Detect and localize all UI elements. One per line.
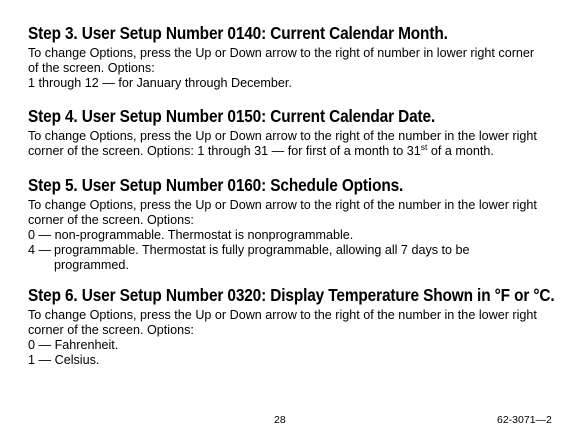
step-4-line-1: To change Options, press the Up or Down arrow to the right of the number in the lower right [28,129,537,143]
step-4-body [28,129,567,159]
step-5-option-0: 0 — non-programmable. Thermostat is nonprogrammable. [28,228,354,242]
step-6-section [28,285,567,368]
step-6-option-1: 1 — Celsius. [28,353,100,367]
step-6-body [28,308,567,368]
step-6-option-0: 0 — Fahrenheit. [28,338,119,352]
step-5-line-2: corner of the screen. Options: [28,213,194,227]
step-5-line-1: To change Options, press the Up or Down arrow to the right of the number in the lower right [28,198,537,212]
step-3-section [28,23,567,91]
step-3-heading: Step 3. User Setup Number 0140: Current Calendar Month. [28,23,448,43]
step-5-option-4-text-1: programmable. Thermostat is fully programmable, allowing all 7 days to be [54,243,470,257]
step-5-option-4-prefix: 4 — [28,243,52,257]
document-code: 62-3071—2 [497,414,552,426]
step-3-line-3: 1 through 12 — for January through December. [28,76,292,90]
step-4-line-2 [28,144,567,159]
step-3-line-1: To change Options, press the Up or Down arrow to the right of number in lower right corner [28,46,535,60]
step-5-body [28,198,567,273]
page-number: 28 [274,414,286,426]
step-5-option-4 [28,243,567,273]
step-3-body [28,46,567,91]
step-5-section [28,175,567,273]
step-4-section [28,106,567,159]
step-4-heading: Step 4. User Setup Number 0150: Current Calendar Date. [28,106,436,126]
step-5-heading: Step 5. User Setup Number 0160: Schedule Options. [28,175,404,195]
step-6-line-1: To change Options, press the Up or Down arrow to the right of the number in the lower right [28,308,537,322]
step-6-line-2: corner of the screen. Options: [28,323,194,337]
step-6-heading: Step 6. User Setup Number 0320: Display Temperature Shown in °F or °C. [28,285,555,305]
step-3-line-2: of the screen. Options: [28,61,155,75]
step-4-ordinal-suffix: st [420,142,428,152]
step-5-option-4-text-2: programmed. [54,258,129,272]
step-4-line-2-text: corner of the screen. Options: 1 through 31 — for first of a month to 31 [28,144,421,158]
step-4-line-2-tail: of a month. [427,144,494,158]
